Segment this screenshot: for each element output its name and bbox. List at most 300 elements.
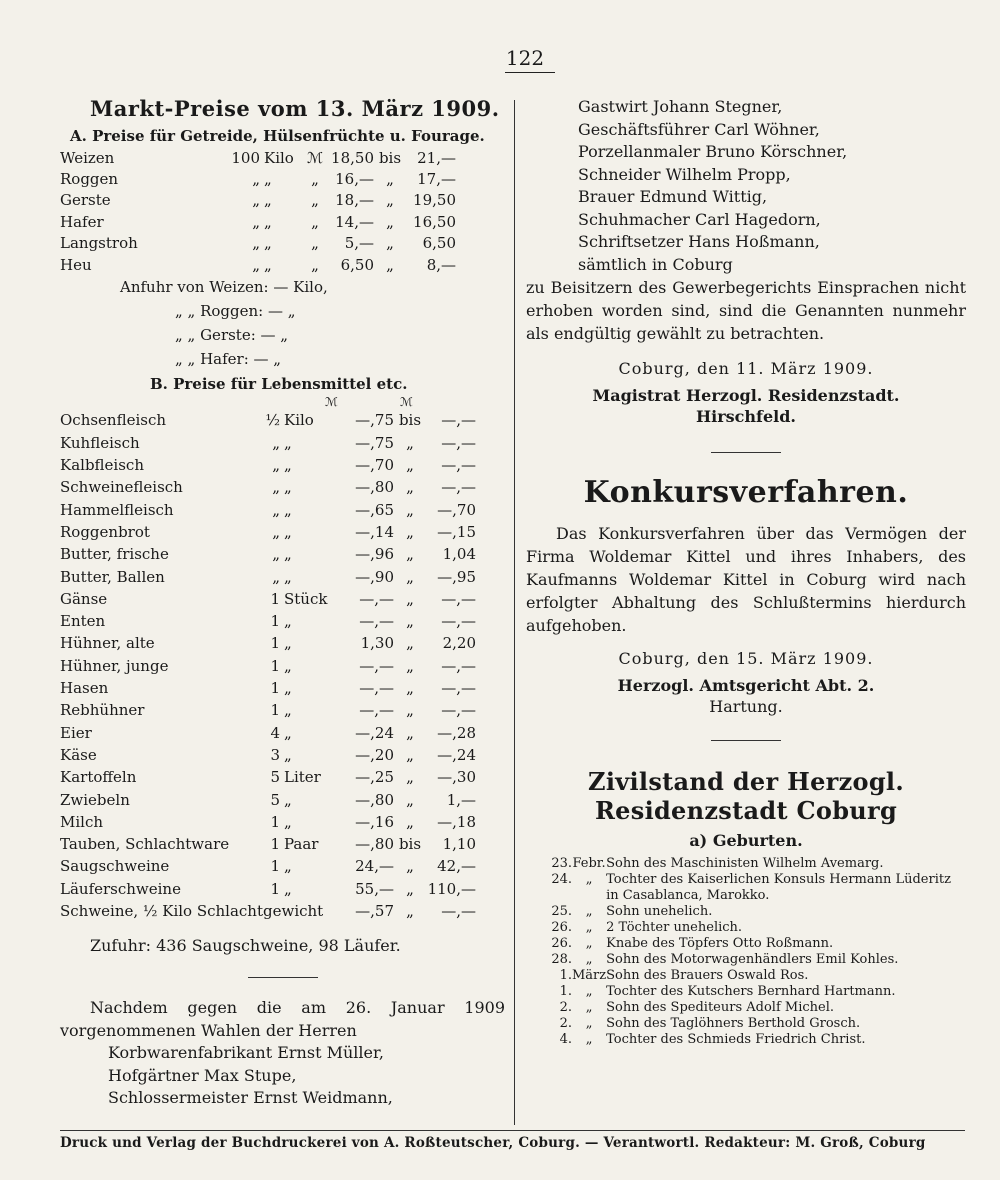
wahlen-date: Coburg, den 11. März 1909.	[618, 359, 874, 378]
food-name: Roggenbrot	[60, 522, 150, 541]
unit: „	[284, 679, 292, 698]
price-low: —,90	[355, 567, 394, 586]
quantity: 4	[270, 723, 280, 742]
anfuhr-line: „ „ Hafer: — „	[175, 350, 282, 369]
quantity: „	[252, 170, 260, 189]
food-name: Hühner, alte	[60, 634, 155, 653]
price-low: —,75	[355, 433, 394, 452]
entry-text: Knabe des Töpfers Otto Roßmann.	[606, 936, 834, 951]
food-name: Rebhühner	[60, 701, 145, 720]
section-rule	[248, 977, 318, 978]
price-low: —,25	[355, 768, 394, 787]
birth-entry	[526, 936, 956, 952]
quantity: 3	[270, 745, 280, 764]
entry-month: „	[585, 1016, 593, 1031]
elected-name: Porzellanmaler Bruno Körschner,	[578, 142, 848, 161]
price-high: —,95	[437, 567, 476, 586]
price-low: —,96	[355, 545, 394, 564]
price-high: —,18	[437, 812, 476, 831]
currency-mark: „	[311, 234, 319, 253]
price-low: —,—	[359, 679, 394, 698]
price-high: —,28	[437, 723, 476, 742]
quantity: „	[272, 545, 280, 564]
bis-label: „	[406, 567, 414, 586]
bis-label: „	[406, 812, 414, 831]
bis-label: „	[406, 768, 414, 787]
price-low: —,70	[355, 456, 394, 475]
wahlen-signer: Magistrat Herzogl. Residenzstadt.	[592, 386, 900, 405]
price-row	[60, 147, 456, 168]
anfuhr-block	[120, 275, 505, 371]
bis-label: „	[406, 589, 414, 608]
unit: „	[264, 170, 272, 189]
commodity-name: Langstroh	[60, 234, 138, 253]
price-low: —,—	[359, 656, 394, 675]
column-divider	[514, 100, 515, 1125]
konkurs-text: Das Konkursverfahren über das Vermögen der Firma Woldemar Kittel und ihres Inhabers, des Kaufmanns Woldemar Kittel in Coburg wird nach erfolgter Abhaltung des Schlußtermins hierdurch aufgehoben.	[526, 524, 966, 635]
bis-label: „	[406, 679, 414, 698]
price-low: —,80	[355, 835, 394, 854]
bis-label: „	[406, 545, 414, 564]
price-row	[60, 211, 456, 232]
quantity: 1	[270, 634, 280, 653]
price-high: 2,20	[442, 634, 476, 653]
price-high: 1,04	[442, 545, 476, 564]
bis-label: „	[406, 456, 414, 475]
bis-label: „	[406, 879, 414, 898]
entry-text: Sohn des Spediteurs Adolf Michel.	[606, 1000, 835, 1015]
food-name: Käse	[60, 745, 97, 764]
quantity: „	[272, 567, 280, 586]
entry-month: „	[585, 904, 593, 919]
price-row	[60, 190, 456, 211]
bis-label: „	[406, 433, 414, 452]
elected-name: Schuhmacher Carl Hagedorn,	[578, 209, 821, 229]
currency-symbol: ℳ	[325, 395, 338, 410]
entry-day: 26.	[551, 920, 572, 935]
unit: „	[284, 790, 292, 809]
unit: „	[284, 701, 292, 720]
bis-label: „	[386, 212, 394, 231]
food-name: Enten	[60, 612, 106, 631]
entry-month: „	[585, 984, 593, 999]
price-row	[60, 833, 476, 855]
wahlen-names-right	[526, 96, 966, 276]
quantity: ½	[265, 411, 280, 430]
bis-label: „	[406, 902, 414, 921]
elected-name: sämtlich in Coburg	[578, 254, 733, 274]
price-row	[60, 168, 456, 189]
bis-label: „	[406, 723, 414, 742]
konkurs-signer: Herzogl. Amtsgericht Abt. 2.	[617, 676, 875, 695]
price-low: 6,50	[340, 255, 374, 274]
commodity-name: Heu	[60, 255, 92, 274]
entry-text: Sohn des Motorwagenhändlers Emil Kohles.	[606, 952, 899, 967]
bis-label: bis	[398, 411, 422, 430]
birth-entry	[526, 856, 956, 872]
food-name: Zwiebeln	[60, 790, 130, 809]
price-row	[60, 565, 476, 587]
price-low: —,16	[355, 812, 394, 831]
food-name: Tauben, Schlachtware	[60, 835, 230, 854]
food-name: Hammelfleisch	[60, 500, 174, 519]
food-name: Saugschweine	[60, 857, 170, 876]
unit: „	[284, 456, 292, 475]
price-low: 16,—	[335, 170, 374, 189]
entry-text: Sohn des Maschinisten Wilhelm Avemarg.	[606, 856, 884, 871]
entry-text: Sohn des Taglöhners Berthold Grosch.	[606, 1016, 861, 1031]
price-low: 24,—	[355, 857, 394, 876]
wahlen-names-left	[60, 1042, 505, 1110]
price-row	[60, 788, 476, 810]
price-row	[60, 543, 476, 565]
quantity: 1	[270, 879, 280, 898]
price-high: 42,—	[437, 857, 476, 876]
elected-name: Schlossermeister Ernst Weidmann,	[108, 1088, 393, 1108]
price-high: 21,—	[417, 148, 456, 167]
price-row	[60, 432, 476, 454]
bis-label: „	[406, 701, 414, 720]
unit: „	[284, 522, 292, 541]
imprint-footer: Druck und Verlag der Buchdruckerei von A. Roßteutscher, Coburg. — Verantwortl. Redakteur: M. Groß, Coburg	[60, 1130, 965, 1151]
entry-day: 25.	[551, 904, 572, 919]
price-row	[60, 855, 476, 877]
entry-day: 28.	[551, 952, 572, 967]
price-row	[60, 254, 456, 275]
bis-label: „	[386, 255, 394, 274]
currency-mark: „	[311, 191, 319, 210]
bis-label: „	[406, 612, 414, 631]
unit: „	[264, 255, 272, 274]
price-high: —,—	[441, 612, 476, 631]
unit: „	[264, 191, 272, 210]
price-high: —,—	[441, 433, 476, 452]
unit: „	[284, 857, 292, 876]
entry-month: März	[572, 968, 607, 983]
birth-entry	[526, 984, 956, 1000]
wahlen-signer-name: Hirschfeld.	[696, 407, 796, 426]
currency-symbol: ℳ	[400, 395, 413, 410]
price-row	[60, 766, 476, 788]
bis-label: „	[406, 790, 414, 809]
food-name: Kartoffeln	[60, 768, 137, 787]
price-low: —,—	[359, 701, 394, 720]
bis-label: „	[386, 191, 394, 210]
food-name: Hühner, junge	[60, 656, 169, 675]
konkurs-date: Coburg, den 15. März 1909.	[618, 649, 874, 668]
unit: „	[284, 612, 292, 631]
quantity: 1	[270, 857, 280, 876]
price-high: —,—	[441, 902, 476, 921]
entry-month: „	[585, 872, 593, 887]
births-table	[526, 856, 956, 1048]
price-row	[60, 677, 476, 699]
quantity: „	[272, 433, 280, 452]
price-high: 16,50	[413, 212, 456, 231]
price-high: —,15	[437, 522, 476, 541]
entry-day: 26.	[551, 936, 572, 951]
konkurs-signer-name: Hartung.	[709, 697, 783, 716]
birth-entry	[526, 1016, 956, 1032]
price-low: 18,50	[331, 148, 374, 167]
quantity: 5	[270, 790, 280, 809]
price-row	[60, 722, 476, 744]
food-price-table	[60, 409, 476, 922]
price-row	[60, 409, 476, 431]
price-low: —,80	[355, 790, 394, 809]
konkurs-title: Konkursverfahren.	[583, 475, 909, 510]
section-b-heading: B. Preise für Lebensmittel etc.	[150, 375, 408, 394]
quantity: 1	[270, 656, 280, 675]
price-row	[60, 744, 476, 766]
quantity: „	[272, 478, 280, 497]
price-low: 5,—	[344, 234, 374, 253]
bis-label: „	[406, 656, 414, 675]
grain-price-table	[60, 147, 456, 275]
price-row	[60, 632, 476, 654]
commodity-name: Roggen	[60, 170, 119, 189]
bis-label: „	[406, 522, 414, 541]
price-low: 14,—	[335, 212, 374, 231]
entry-month: „	[585, 952, 593, 967]
price-high: —,24	[437, 745, 476, 764]
right-column	[526, 96, 966, 1048]
quantity: „	[272, 456, 280, 475]
entry-day: 1.	[559, 968, 572, 983]
unit: „	[284, 745, 292, 764]
market-prices-title: Markt-Preise vom 13. März 1909.	[90, 96, 500, 121]
food-name: Läuferschweine	[60, 879, 181, 898]
price-low: —,14	[355, 522, 394, 541]
bis-label: „	[386, 234, 394, 253]
price-row	[60, 476, 476, 498]
unit: „	[284, 545, 292, 564]
quantity: 1	[270, 589, 280, 608]
quantity: 1	[270, 835, 280, 854]
bis-label: „	[406, 745, 414, 764]
price-low: —,24	[355, 723, 394, 742]
section-a-heading: A. Preise für Getreide, Hülsenfrüchte u. Fourage.	[70, 127, 485, 145]
food-name: Hasen	[60, 679, 109, 698]
unit: „	[284, 656, 292, 675]
zufuhr-line: Zufuhr: 436 Saugschweine, 98 Läufer.	[90, 936, 401, 956]
quantity: 1	[270, 679, 280, 698]
currency-header	[325, 395, 505, 409]
price-high: —,—	[441, 656, 476, 675]
entry-text: Tochter des Kaiserlichen Konsuls Hermann Lüderitz in Casablanca, Marokko.	[606, 872, 951, 903]
commodity-name: Weizen	[60, 148, 115, 167]
zivilstand-title: Zivilstand der Herzogl. Residenzstadt Coburg	[588, 767, 904, 825]
entry-day: 23.	[551, 856, 572, 871]
unit: „	[284, 433, 292, 452]
price-high: 1,10	[442, 835, 476, 854]
price-high: —,—	[441, 679, 476, 698]
price-row	[60, 588, 476, 610]
food-name: Milch	[60, 812, 104, 831]
birth-entry	[526, 872, 956, 904]
unit: „	[284, 812, 292, 831]
unit: „	[264, 212, 272, 231]
price-high: 19,50	[413, 191, 456, 210]
quantity: 1	[270, 612, 280, 631]
quantity: „	[252, 212, 260, 231]
quantity: „	[272, 500, 280, 519]
page-number: 122	[505, 46, 545, 70]
price-row	[60, 499, 476, 521]
price-high: 8,—	[426, 255, 456, 274]
entry-text: 2 Töchter unehelich.	[606, 920, 743, 935]
price-row	[60, 610, 476, 632]
food-name: Kalbfleisch	[60, 456, 144, 475]
anfuhr-line: „ „ Gerste: — „	[175, 326, 289, 345]
entry-day: 1.	[559, 984, 572, 999]
price-row	[60, 655, 476, 677]
birth-entry	[526, 968, 956, 984]
unit: Stück	[284, 589, 328, 608]
anfuhr-line: „ „ Roggen: — „	[175, 302, 296, 321]
price-low: —,57	[355, 902, 394, 921]
elected-name: Hofgärtner Max Stupe,	[108, 1065, 297, 1085]
section-rule	[711, 740, 781, 741]
entry-day: 4.	[559, 1032, 572, 1047]
price-row	[60, 233, 456, 254]
elected-name: Brauer Edmund Wittig,	[578, 187, 768, 206]
births-heading: a) Geburten.	[689, 831, 803, 850]
price-row	[60, 811, 476, 833]
bis-label: „	[406, 500, 414, 519]
section-rule	[711, 452, 781, 453]
unit: „	[264, 234, 272, 253]
elected-name: Geschäftsführer Carl Wöhner,	[578, 119, 820, 139]
food-name: Gänse	[60, 589, 108, 608]
entry-text: Tochter des Kutschers Bernhard Hartmann.	[606, 984, 896, 999]
price-low: —,—	[359, 589, 394, 608]
bis-label: bis	[398, 835, 422, 854]
entry-day: 24.	[551, 872, 572, 887]
entry-month: „	[585, 936, 593, 951]
price-high: —,—	[441, 478, 476, 497]
price-high: —,70	[437, 500, 476, 519]
birth-entry	[526, 952, 956, 968]
anfuhr-line: Anfuhr von Weizen: — Kilo,	[120, 278, 328, 297]
elected-name: Schneider Wilhelm Propp,	[578, 164, 791, 184]
food-name: Ochsenfleisch	[60, 411, 167, 430]
price-low: —,—	[359, 612, 394, 631]
price-low: 18,—	[335, 191, 374, 210]
price-row	[60, 521, 476, 543]
birth-entry	[526, 920, 956, 936]
price-row	[60, 699, 476, 721]
unit: „	[284, 723, 292, 742]
entry-day: 2.	[559, 1016, 572, 1031]
bis-label: „	[406, 857, 414, 876]
entry-text: Tochter des Schmieds Friedrich Christ.	[606, 1032, 866, 1047]
price-low: —,20	[355, 745, 394, 764]
food-name: Schweinefleisch	[60, 478, 183, 497]
currency-mark: „	[311, 212, 319, 231]
unit: „	[284, 567, 292, 586]
bis-label: „	[406, 478, 414, 497]
unit: „	[284, 500, 292, 519]
wahlen-outro: zu Beisitzern des Gewerbegerichts Einsprachen nicht erhoben worden sind, sind die Genannten nunmehr als endgültig gewählt zu betrachten.	[526, 278, 966, 343]
bis-label: „	[386, 170, 394, 189]
price-row	[60, 454, 476, 476]
price-high: —,—	[441, 411, 476, 430]
unit: „	[284, 478, 292, 497]
birth-entry	[526, 1032, 956, 1048]
entry-month: „	[585, 1032, 593, 1047]
quantity: „	[252, 255, 260, 274]
price-high: 110,—	[427, 879, 476, 898]
unit: „	[284, 879, 292, 898]
food-name: Eier	[60, 723, 92, 742]
entry-month: Febr.	[572, 856, 606, 871]
entry-month: „	[585, 1000, 593, 1015]
entry-day: 2.	[559, 1000, 572, 1015]
price-low: 55,—	[355, 879, 394, 898]
unit: „	[284, 634, 292, 653]
currency-mark: „	[311, 255, 319, 274]
elected-name: Schriftsetzer Hans Hoßmann,	[578, 232, 820, 251]
price-high: —,30	[437, 768, 476, 787]
entry-text: Sohn des Brauers Oswald Ros.	[606, 968, 809, 983]
price-low: 1,30	[360, 634, 394, 653]
quantity: „	[252, 191, 260, 210]
commodity-name: Hafer	[60, 212, 104, 231]
quantity: 1	[270, 701, 280, 720]
price-low: —,65	[355, 500, 394, 519]
elected-name: Korbwarenfabrikant Ernst Müller,	[108, 1043, 384, 1063]
price-row	[60, 878, 476, 900]
currency-mark: „	[311, 170, 319, 189]
price-low: —,75	[355, 411, 394, 430]
food-name: Butter, Ballen	[60, 567, 165, 586]
food-name: Kuhfleisch	[60, 433, 140, 452]
food-name: Schweine, ½ Kilo Schlachtgewicht	[60, 902, 324, 921]
birth-entry	[526, 1000, 956, 1016]
birth-entry	[526, 904, 956, 920]
quantity: „	[252, 234, 260, 253]
quantity: „	[272, 522, 280, 541]
quantity: 5	[270, 768, 280, 787]
commodity-name: Gerste	[60, 191, 111, 210]
quantity: 100	[231, 148, 260, 167]
left-column	[60, 96, 505, 1110]
food-name: Butter, frische	[60, 545, 169, 564]
currency-mark: ℳ	[306, 148, 324, 167]
price-high: 17,—	[417, 170, 456, 189]
unit: Kilo	[264, 148, 294, 167]
quantity: 1	[270, 812, 280, 831]
bis-label: „	[406, 634, 414, 653]
entry-text: Sohn unehelich.	[606, 904, 713, 919]
wahlen-intro: Nachdem gegen die am 26. Januar 1909 vorgenommenen Wahlen der Herren	[60, 998, 505, 1041]
elected-name: Gastwirt Johann Stegner,	[578, 97, 783, 116]
page-number-rule	[505, 72, 555, 73]
price-high: 6,50	[422, 234, 456, 253]
entry-month: „	[585, 920, 593, 935]
bis-label: bis	[378, 148, 402, 167]
unit: Liter	[284, 768, 321, 787]
price-high: 1,—	[446, 790, 476, 809]
unit: Kilo	[284, 411, 314, 430]
price-high: —,—	[441, 456, 476, 475]
unit: Paar	[284, 835, 319, 854]
price-high: —,—	[441, 589, 476, 608]
price-row	[60, 900, 476, 922]
price-low: —,80	[355, 478, 394, 497]
price-high: —,—	[441, 701, 476, 720]
